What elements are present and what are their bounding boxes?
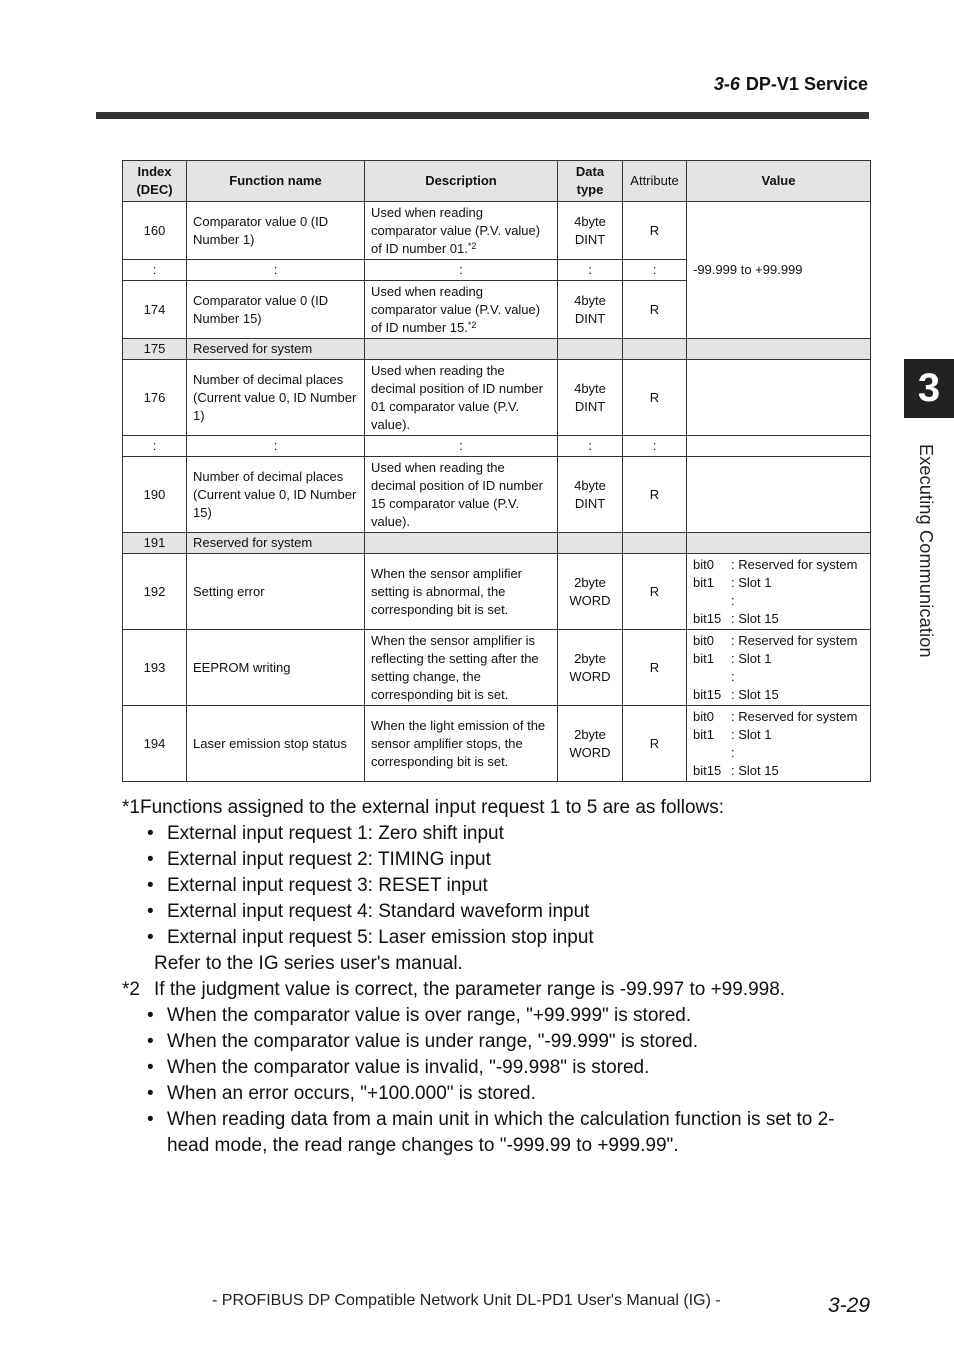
table-row-ellipsis	[123, 436, 871, 457]
cell-description: Used when reading the decimal position of ID number 15 comparator value (P.V. value).	[365, 457, 558, 533]
cell-attribute: R	[623, 202, 687, 260]
cell-description	[365, 281, 558, 339]
bit-meaning: : Slot 1	[731, 726, 772, 742]
cell-index: 190	[123, 457, 187, 533]
cell-value-bits	[687, 630, 871, 706]
bit-meaning: : Reserved for system	[731, 708, 858, 724]
cell-value-range: -99.999 to +99.999	[687, 202, 871, 339]
cell-data-type: 4byte DINT	[558, 457, 623, 533]
list-item: • When the comparator value is invalid, "-99.998" is stored.	[122, 1055, 862, 1081]
bit-label: bit0	[693, 632, 714, 648]
cell-description: :	[365, 436, 558, 457]
bit-label: bit15	[693, 686, 722, 702]
cell-function-name: Reserved for system	[187, 533, 365, 554]
cell-value	[687, 360, 871, 436]
cell-index: 191	[123, 533, 187, 554]
bit-label: bit0	[693, 556, 714, 572]
bit-meaning: : Slot 1	[731, 574, 772, 590]
dp-v1-index-table	[122, 160, 871, 782]
bit-line	[693, 668, 864, 686]
list-item: • When reading data from a main unit in which the calculation function is set to 2-head mode, the read range changes to "-999.99 to +999.99".	[122, 1107, 862, 1159]
note1-list	[122, 821, 862, 951]
bit-meaning: : Reserved for system	[731, 632, 858, 648]
note1-reference: Refer to the IG series user's manual.	[154, 953, 463, 974]
note2-list	[122, 1003, 862, 1159]
table-row	[123, 202, 871, 260]
bit-meaning: : Reserved for system	[731, 556, 858, 572]
cell-data-type: 2byte WORD	[558, 706, 623, 782]
bit-meaning: :	[731, 744, 735, 760]
cell-index: :	[123, 436, 187, 457]
bit-meaning: : Slot 15	[731, 610, 779, 626]
chapter-tab: 3	[904, 359, 954, 418]
cell-data-type	[558, 533, 623, 554]
cell-attribute: R	[623, 630, 687, 706]
note2-intro-line	[122, 977, 862, 1003]
header-rule	[96, 112, 869, 119]
cell-description: :	[365, 260, 558, 281]
cell-function-name: :	[187, 260, 365, 281]
footnote-ref: *2	[467, 319, 477, 330]
cell-index: 193	[123, 630, 187, 706]
bit-line	[693, 592, 864, 610]
cell-data-type: :	[558, 260, 623, 281]
section-number: 3-6	[713, 74, 740, 94]
bit-meaning: : Slot 15	[731, 686, 779, 702]
cell-description: Used when reading the decimal position of ID number 01 comparator value (P.V. value).	[365, 360, 558, 436]
bit-label: bit1	[693, 574, 714, 590]
cell-attribute: R	[623, 706, 687, 782]
col-header-index: Index (DEC)	[123, 161, 187, 202]
footnote-ref: *2	[467, 240, 477, 251]
bit-line	[693, 574, 864, 592]
cell-value-bits	[687, 554, 871, 630]
cell-attribute: R	[623, 457, 687, 533]
note2-intro: If the judgment value is correct, the parameter range is -99.997 to +99.998.	[154, 979, 786, 1000]
cell-index: 194	[123, 706, 187, 782]
cell-value	[687, 533, 871, 554]
table-row	[123, 457, 871, 533]
cell-function-name: EEPROM writing	[187, 630, 365, 706]
table-row	[123, 360, 871, 436]
bit-meaning: :	[731, 668, 735, 684]
cell-index: 192	[123, 554, 187, 630]
cell-attribute: R	[623, 360, 687, 436]
cell-value	[687, 436, 871, 457]
bit-label: bit1	[693, 726, 714, 742]
cell-data-type	[558, 339, 623, 360]
list-item: • External input request 3: RESET input	[122, 873, 862, 899]
cell-function-name: :	[187, 436, 365, 457]
bit-line	[693, 762, 864, 780]
chapter-side-title: Executing Communication	[916, 444, 936, 658]
bit-line	[693, 650, 864, 668]
description-text: Used when reading comparator value (P.V. value) of ID number 15.	[371, 283, 541, 335]
cell-function-name: Comparator value 0 (ID Number 1)	[187, 202, 365, 260]
cell-data-type: 4byte DINT	[558, 202, 623, 260]
list-item: • External input request 1: Zero shift input	[122, 821, 862, 847]
cell-attribute: R	[623, 554, 687, 630]
table-header-row	[123, 161, 871, 202]
note2-mark: *2	[122, 979, 140, 1000]
cell-function-name: Setting error	[187, 554, 365, 630]
cell-data-type: 2byte WORD	[558, 630, 623, 706]
cell-value	[687, 339, 871, 360]
bit-line	[693, 708, 864, 726]
bit-line	[693, 610, 864, 628]
list-item: • When an error occurs, "+100.000" is stored.	[122, 1081, 862, 1107]
footnotes	[122, 795, 862, 1159]
bit-meaning: : Slot 1	[731, 650, 772, 666]
table-row	[123, 554, 871, 630]
table-row	[123, 630, 871, 706]
bit-line	[693, 556, 864, 574]
cell-index: 160	[123, 202, 187, 260]
cell-description	[365, 533, 558, 554]
cell-data-type: :	[558, 436, 623, 457]
cell-function-name: Comparator value 0 (ID Number 15)	[187, 281, 365, 339]
list-item: • External input request 5: Laser emission stop input	[122, 925, 862, 951]
list-item: • External input request 4: Standard waveform input	[122, 899, 862, 925]
col-header-value: Value	[687, 161, 871, 202]
note1-intro: *1Functions assigned to the external input request 1 to 5 are as follows:	[122, 797, 725, 818]
cell-function-name: Number of decimal places (Current value 0, ID Number 1)	[187, 360, 365, 436]
bit-label	[693, 668, 731, 686]
description-text: Used when reading comparator value (P.V. value) of ID number 01.	[371, 204, 541, 256]
cell-description	[365, 339, 558, 360]
list-item: • External input request 2: TIMING input	[122, 847, 862, 873]
cell-value	[687, 457, 871, 533]
cell-index: 176	[123, 360, 187, 436]
bit-line	[693, 744, 864, 762]
cell-index: 174	[123, 281, 187, 339]
list-item: • When the comparator value is under range, "-99.999" is stored.	[122, 1029, 862, 1055]
cell-description: When the sensor amplifier setting is abnormal, the corresponding bit is set.	[365, 554, 558, 630]
bit-line	[693, 632, 864, 650]
bit-label: bit1	[693, 650, 714, 666]
bit-meaning: : Slot 15	[731, 762, 779, 778]
page-number: 3-29	[827, 1294, 870, 1317]
bit-meaning: :	[731, 592, 735, 608]
bit-label	[693, 592, 731, 610]
bit-label: bit15	[693, 762, 722, 778]
table-row	[123, 706, 871, 782]
cell-value-bits	[687, 706, 871, 782]
bit-line	[693, 686, 864, 704]
manual-footer: - PROFIBUS DP Compatible Network Unit DL-PD1 User's Manual (IG) -	[212, 1292, 721, 1309]
cell-data-type: 4byte DINT	[558, 281, 623, 339]
cell-function-name: Reserved for system	[187, 339, 365, 360]
bit-label: bit15	[693, 610, 722, 626]
col-header-data-type: Data type	[558, 161, 623, 202]
cell-attribute: :	[623, 260, 687, 281]
col-header-description: Description	[365, 161, 558, 202]
cell-function-name: Laser emission stop status	[187, 706, 365, 782]
cell-function-name: Number of decimal places (Current value 0, ID Number 15)	[187, 457, 365, 533]
cell-description	[365, 202, 558, 260]
cell-description: When the sensor amplifier is reflecting the setting after the setting change, the corresponding bit is set.	[365, 630, 558, 706]
cell-attribute: R	[623, 281, 687, 339]
cell-attribute	[623, 339, 687, 360]
list-item: • When the comparator value is over range, "+99.999" is stored.	[122, 1003, 862, 1029]
cell-data-type: 2byte WORD	[558, 554, 623, 630]
cell-index: 175	[123, 339, 187, 360]
cell-description: When the light emission of the sensor amplifier stops, the corresponding bit is set.	[365, 706, 558, 782]
cell-attribute	[623, 533, 687, 554]
cell-data-type: 4byte DINT	[558, 360, 623, 436]
section-title: DP-V1 Service	[745, 74, 868, 94]
cell-attribute: :	[623, 436, 687, 457]
bit-label	[693, 744, 731, 762]
col-header-attribute: Attribute	[623, 161, 687, 202]
bit-label: bit0	[693, 708, 714, 724]
table-row-reserved	[123, 533, 871, 554]
table-row-reserved	[123, 339, 871, 360]
section-header	[714, 74, 868, 95]
bit-line	[693, 726, 864, 744]
cell-index: :	[123, 260, 187, 281]
col-header-function-name: Function name	[187, 161, 365, 202]
